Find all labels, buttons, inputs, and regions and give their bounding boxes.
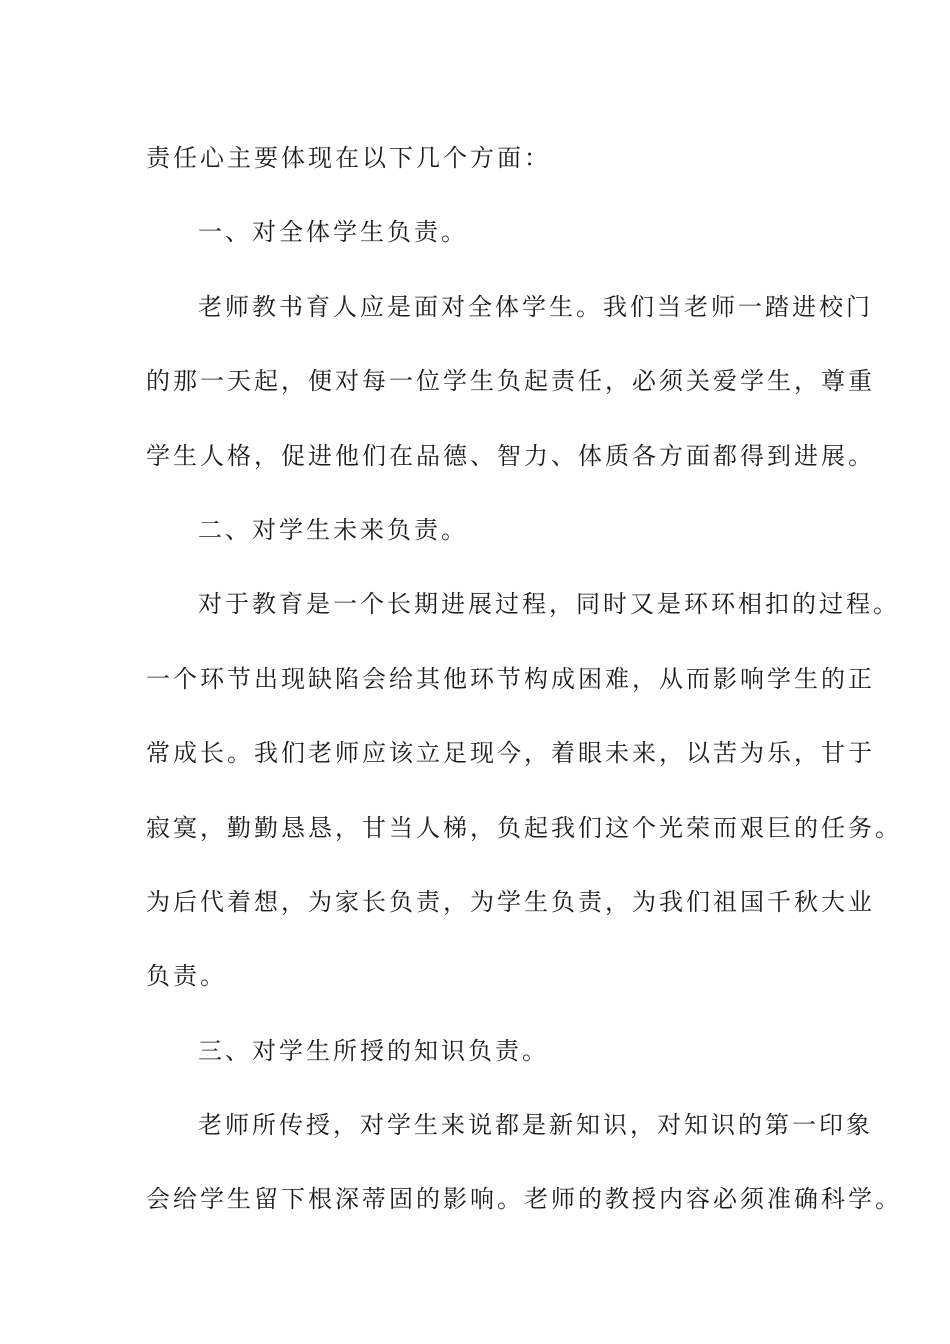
paragraph-line: 常成长。我们老师应该立足现今，着眼未来，以苦为乐，甘于 [146, 739, 875, 768]
paragraph-line: 负责。 [146, 962, 227, 991]
paragraph-line: 的那一天起，便对每一位学生负起责任，必须关爱学生，尊重 [146, 367, 875, 396]
paragraph-line: 老师所传授，对学生来说都是新知识，对知识的第一印象 [198, 1111, 873, 1140]
document-body [146, 128, 902, 1244]
paragraph-line: 学生人格，促进他们在品德、智力、体质各方面都得到进展。 [146, 441, 875, 470]
paragraph-line: 对于教育是一个长期进展过程，同时又是环环相扣的过程。 [198, 590, 900, 619]
section-heading-3: 三、对学生所授的知识负责。 [198, 1036, 549, 1065]
paragraph-line: 寂寞，勤勤恳恳，甘当人梯，负起我们这个光荣而艰巨的任务。 [146, 813, 902, 842]
paragraph-line: 老师教书育人应是面对全体学生。我们当老师一踏进校门 [198, 292, 873, 321]
text-line-intro: 责任心主要体现在以下几个方面： [146, 144, 551, 172]
paragraph-line: 一个环节出现缺陷会给其他环节构成困难，从而影响学生的正 [146, 664, 875, 693]
section-heading-2: 二、对学生未来负责。 [198, 515, 468, 544]
section-heading-1: 一、对全体学生负责。 [198, 218, 468, 247]
paragraph-line: 会给学生留下根深蒂固的影响。老师的教授内容必须准确科学。 [146, 1185, 902, 1214]
paragraph-line: 为后代着想，为家长负责，为学生负责，为我们祖国千秋大业 [146, 887, 875, 916]
